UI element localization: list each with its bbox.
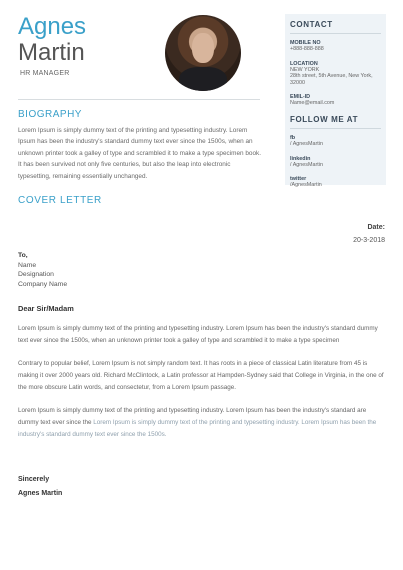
letter-paragraph-2: Contrary to popular belief, Lorem Ipsum is not simply random text. It has roots in a piece of classical Latin literature from 45 is making it over 2000 years old. Richard McClintock, a Latin professor at Hampden-Sydney said that College in Virginia, in the one of the more obscure Latin words, and consectetur, from a Lorem Ipsum passage.: [18, 360, 384, 391]
last-name: Martin: [18, 39, 85, 66]
location-line: NEW YORK: [290, 66, 320, 73]
linkedin-label: linkedin: [290, 155, 311, 162]
recipient-block: [18, 251, 67, 289]
cover-letter-heading: COVER LETTER: [18, 195, 102, 206]
job-title: HR MANAGER: [20, 70, 70, 77]
header-divider: [18, 99, 260, 100]
linkedin-handle[interactable]: / AgnesMartin: [290, 161, 323, 168]
recipient-designation: Designation: [18, 271, 54, 279]
letter-paragraph-1: Lorem Ipsum is simply dummy text of the printing and typesetting industry. Lorem Ipsum has been the industry's standard dummy text ever since the 1500s, when an unknown printer took a galley of type and scrambled it to make a type specimen: [18, 325, 378, 344]
email-label: EMIL-ID: [290, 94, 311, 101]
letter-paragraph-3-part-a: Lorem Ipsum is simply dummy text of the printing and typesetting industry. Lorem Ipsum has been the industry's standard are dummy text ever since the: [18, 407, 367, 426]
follow-heading: FOLLOW ME AT: [290, 115, 381, 129]
biography-heading: BIOGRAPHY: [18, 109, 82, 120]
location-label: LOCATION: [290, 60, 318, 67]
sidebar: [285, 14, 386, 189]
fb-handle[interactable]: / AgnesMartin: [290, 140, 323, 147]
recipient-company: Company Name: [18, 280, 68, 288]
contact-heading: CONTACT: [290, 20, 381, 34]
first-name: Agnes: [18, 13, 87, 40]
date-label: Date:: [367, 224, 385, 231]
mobile-value: +888-888-888: [290, 46, 324, 52]
letter-paragraph-3: [18, 405, 386, 441]
fb-label: fb: [290, 134, 296, 141]
profile-photo: [165, 15, 241, 91]
twitter-label: twitter: [290, 176, 307, 183]
location-line: 28th street, 5th Avenue, New York,: [290, 73, 373, 80]
biography-text: Lorem Ipsum is simply dummy text of the printing and typesetting industry. Lorem Ipsum has been the industry's standard dummy text ever since the 1500s, when an unknown printer took a galley of type and scrambled it to make a type specimen book. It has been survived not only five centuries, but also the leap into electronic typesetting, remaining essentially unchanged.: [18, 127, 261, 180]
date-value: 20-3-2018: [353, 237, 385, 244]
photo-face: [192, 33, 214, 63]
mobile-label: MOBILE NO: [290, 40, 321, 46]
salutation: Dear Sir/Madam: [18, 304, 74, 313]
to-label: To,: [18, 252, 28, 259]
location-line: 32000: [290, 79, 305, 86]
email-value[interactable]: Name@email.com: [290, 100, 335, 107]
recipient-name: Name: [18, 261, 37, 269]
letter-paragraph-3-part-b: Lorem Ipsum is simply dummy text of the printing and typesetting industry. Lorem Ipsum has been the industry's standard dummy text ever since the 1500s.: [18, 419, 377, 438]
signature-name: Agnes Martin: [18, 490, 63, 497]
photo-shoulders: [179, 67, 227, 91]
closing: Sincerely: [18, 476, 50, 483]
twitter-handle[interactable]: /AgnesMartin: [290, 182, 322, 189]
